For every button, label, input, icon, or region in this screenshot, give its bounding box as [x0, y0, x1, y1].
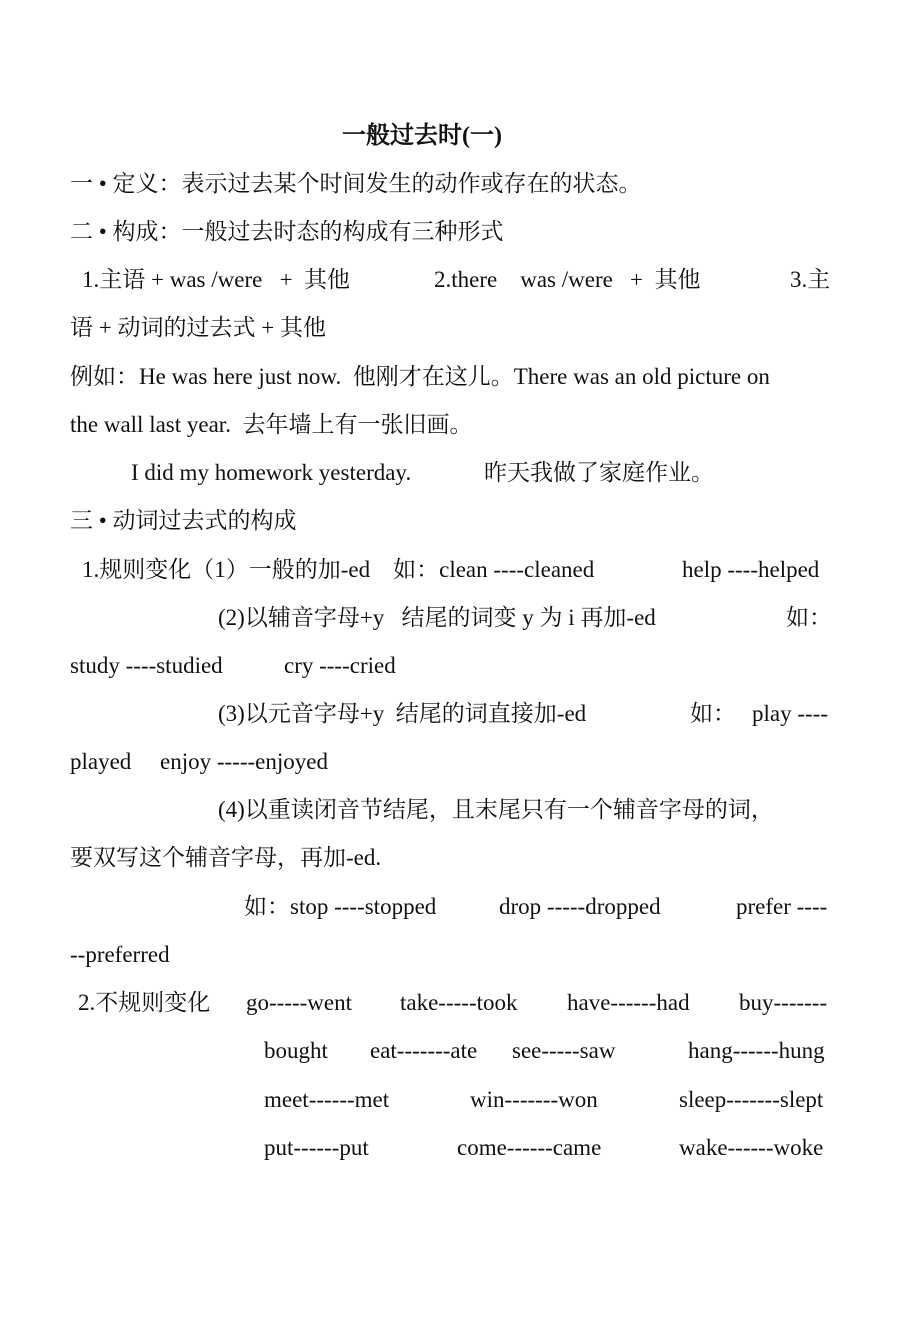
- irregular-pair: win-------won: [470, 1087, 598, 1112]
- regular-rule-4-cont: 要双写这个辅音字母，再加-ed.: [70, 845, 382, 870]
- form-2: 2.there was /were + 其他: [434, 267, 701, 292]
- irregular-line-1: [0, 983, 920, 1023]
- regular-rule-3-eg: 如：: [690, 701, 736, 726]
- forms-line: [0, 260, 920, 300]
- irregular-pair: go-----went: [246, 990, 353, 1015]
- forms-line-2: [0, 308, 920, 348]
- irregular-pair: eat-------ate: [370, 1038, 478, 1063]
- irregular-line-3: [0, 1080, 920, 1120]
- regular-example-played: played: [70, 749, 132, 774]
- irregular-pair: sleep-------slept: [679, 1087, 824, 1112]
- regular-line-3: [0, 646, 920, 686]
- form-3-start: 3.主: [790, 267, 831, 292]
- example-text-2: the wall last year. 去年墙上有一张旧画。: [70, 412, 473, 437]
- regular-line-9: [0, 935, 920, 975]
- regular-rule-2-eg: 如：: [786, 605, 832, 630]
- regular-example-help: help ----helped: [682, 557, 820, 582]
- definition-text: 一 • 定义：表示过去某个时间发生的动作或存在的状态。: [70, 171, 642, 196]
- example-text-3: I did my homework yesterday.: [131, 460, 412, 485]
- regular-line-7: [0, 838, 920, 878]
- title-line: [0, 116, 920, 156]
- example-line-3: [0, 453, 920, 493]
- regular-example-drop: drop -----dropped: [499, 894, 661, 919]
- regular-example-study: study ----studied: [70, 653, 223, 678]
- irregular-pair: meet------met: [264, 1087, 390, 1112]
- irregular-pair: take-----took: [400, 990, 518, 1015]
- regular-line-1: [0, 550, 920, 590]
- irregular-pair: bought: [264, 1038, 328, 1063]
- regular-rule-4: (4)以重读闭音节结尾，且末尾只有一个辅音字母的词，: [218, 797, 774, 822]
- section-structure: [0, 212, 920, 252]
- regular-line-2: [0, 598, 920, 638]
- irregular-line-4: [0, 1128, 920, 1168]
- regular-example-prefer: prefer ----: [736, 894, 828, 919]
- regular-rule-1: 1.规则变化（1）一般的加-ed 如：clean ----cleaned: [82, 557, 595, 582]
- irregular-pair: have------had: [567, 990, 690, 1015]
- past-form-heading: 三 • 动词过去式的构成: [70, 508, 297, 533]
- structure-heading: 二 • 构成：一般过去时态的构成有三种形式: [70, 219, 504, 244]
- regular-example-play: play ----: [752, 701, 828, 726]
- regular-example-preferred: --preferred: [70, 942, 170, 967]
- regular-example-cry: cry ----cried: [284, 653, 396, 678]
- irregular-pair: see-----saw: [512, 1038, 616, 1063]
- section-past-form: [0, 501, 920, 541]
- form-1: 1.主语 + was /were + 其他: [82, 267, 351, 292]
- section-definition: [0, 164, 920, 204]
- example-line-1: [0, 357, 920, 397]
- irregular-pair: hang------hung: [688, 1038, 825, 1063]
- example-text-1: 例如：He was here just now. 他刚才在这儿。There was an old picture on: [70, 364, 770, 389]
- example-line-2: [0, 405, 920, 445]
- regular-example-enjoy: enjoy -----enjoyed: [160, 749, 328, 774]
- example-text-3-translation: 昨天我做了家庭作业。: [484, 460, 714, 485]
- irregular-label: 2.不规则变化: [78, 990, 211, 1015]
- regular-line-8: [0, 887, 920, 927]
- form-3-end: 语 + 动词的过去式 + 其他: [70, 315, 326, 340]
- regular-line-5: [0, 742, 920, 782]
- regular-line-6: [0, 790, 920, 830]
- irregular-pair: come------came: [457, 1135, 602, 1160]
- irregular-line-2: [0, 1031, 920, 1071]
- regular-example-stop: 如：stop ----stopped: [244, 894, 437, 919]
- irregular-pair: put------put: [264, 1135, 369, 1160]
- regular-rule-2: (2)以辅音字母+y 结尾的词变 y 为 i 再加-ed: [218, 605, 656, 630]
- irregular-pair: wake------woke: [679, 1135, 824, 1160]
- regular-line-4: [0, 694, 920, 734]
- irregular-pair: buy-------: [739, 990, 828, 1015]
- page-title: 一般过去时(一): [342, 123, 502, 149]
- regular-rule-3: (3)以元音字母+y 结尾的词直接加-ed: [218, 701, 587, 726]
